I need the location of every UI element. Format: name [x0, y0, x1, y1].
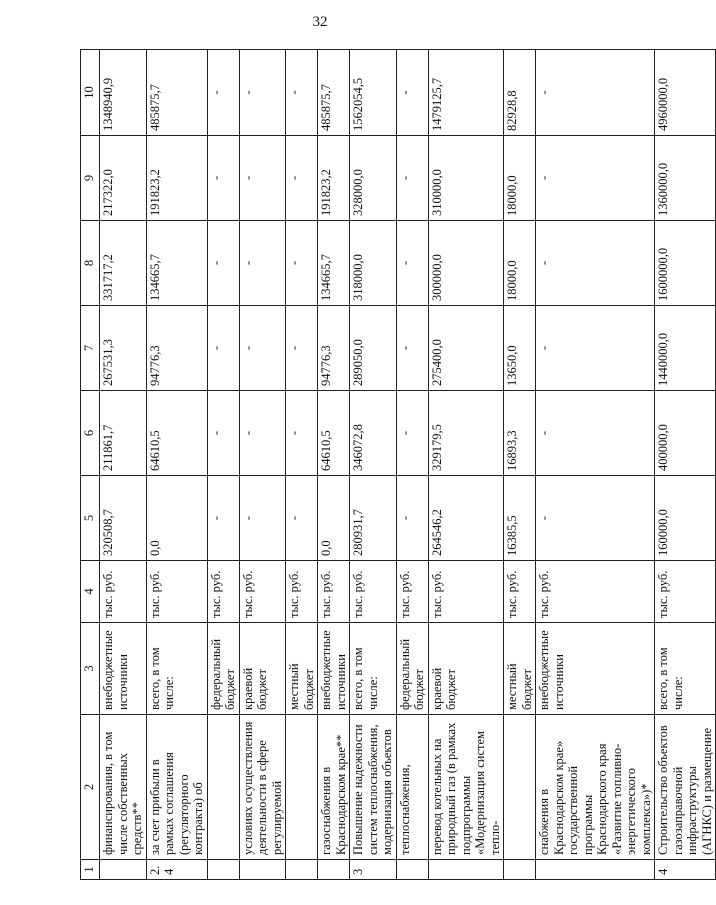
header-row: [81, 50, 100, 880]
description-cell: Строительство объектов газозаправочной инфраструктуры (АГНКС) и размещение: [655, 715, 716, 860]
value-cell: -: [396, 136, 428, 221]
row-number-cell: 2.4: [146, 860, 207, 880]
value-cell: -: [207, 306, 239, 391]
header-cell: 7: [81, 306, 100, 391]
value-cell: 485875,7: [318, 50, 350, 136]
value-cell: 264546,2: [428, 476, 504, 561]
value-cell: 16385,5: [504, 476, 536, 561]
value-cell: 211861,7: [100, 391, 147, 476]
description-cell: [286, 715, 318, 860]
row-number-cell: [239, 860, 286, 880]
row-number-cell: [100, 860, 147, 880]
source-cell: внебюджетные источники: [536, 623, 655, 715]
description-cell: Повышение надежности систем теплоснабжения, модернизация объектов: [350, 715, 397, 860]
value-cell: -: [286, 50, 318, 136]
source-cell: всего, в том числе:: [655, 623, 716, 715]
row-number-cell: [428, 860, 504, 880]
description-cell: [504, 715, 536, 860]
value-cell: 0,0: [318, 476, 350, 561]
value-cell: -: [239, 136, 286, 221]
value-cell: -: [207, 136, 239, 221]
source-cell: краевой бюджет: [428, 623, 504, 715]
source-cell: краевой бюджет: [239, 623, 286, 715]
value-cell: -: [536, 221, 655, 306]
value-cell: -: [286, 221, 318, 306]
value-cell: 318000,0: [350, 221, 397, 306]
value-cell: 18000,0: [504, 136, 536, 221]
table-row: [239, 50, 286, 880]
unit-cell: тыс. руб.: [100, 561, 147, 623]
value-cell: 64610,5: [318, 391, 350, 476]
unit-cell: тыс. руб.: [655, 561, 716, 623]
table-row: [207, 50, 239, 880]
value-cell: -: [396, 50, 428, 136]
value-cell: 1348940,9: [100, 50, 147, 136]
row-number-cell: [207, 860, 239, 880]
header-cell: 9: [81, 136, 100, 221]
value-cell: -: [286, 476, 318, 561]
value-cell: 82928,8: [504, 50, 536, 136]
value-cell: 64610,5: [146, 391, 207, 476]
header-cell: 6: [81, 391, 100, 476]
value-cell: 13650,0: [504, 306, 536, 391]
unit-cell: тыс. руб.: [350, 561, 397, 623]
value-cell: 4960000,0: [655, 50, 716, 136]
table-row: [350, 50, 397, 880]
value-cell: 160000,0: [655, 476, 716, 561]
unit-cell: тыс. руб.: [396, 561, 428, 623]
unit-cell: тыс. руб.: [146, 561, 207, 623]
header-cell: 3: [81, 623, 100, 715]
row-number-cell: [318, 860, 350, 880]
row-number-cell: [504, 860, 536, 880]
value-cell: -: [239, 50, 286, 136]
value-cell: 310000,0: [428, 136, 504, 221]
value-cell: -: [207, 50, 239, 136]
value-cell: -: [239, 476, 286, 561]
value-cell: 1440000,0: [655, 306, 716, 391]
value-cell: 331717,2: [100, 221, 147, 306]
value-cell: 94776,3: [318, 306, 350, 391]
table-row: [396, 50, 428, 880]
source-cell: внебюджетные источники: [100, 623, 147, 715]
table-row: [428, 50, 504, 880]
value-cell: 134665,7: [318, 221, 350, 306]
row-number-cell: 4: [655, 860, 716, 880]
table-row: [536, 50, 655, 880]
table-row: [286, 50, 318, 880]
source-cell: местный бюджет: [504, 623, 536, 715]
table-row: [100, 50, 147, 880]
header-cell: 8: [81, 221, 100, 306]
page-number: 32: [312, 14, 328, 30]
value-cell: -: [207, 391, 239, 476]
value-cell: 400000,0: [655, 391, 716, 476]
table-row: [146, 50, 207, 880]
value-cell: -: [396, 476, 428, 561]
value-cell: 191823,2: [318, 136, 350, 221]
table-row: [504, 50, 536, 880]
value-cell: -: [396, 306, 428, 391]
value-cell: -: [536, 391, 655, 476]
value-cell: -: [239, 391, 286, 476]
value-cell: 300000,0: [428, 221, 504, 306]
value-cell: 275400,0: [428, 306, 504, 391]
value-cell: -: [536, 50, 655, 136]
value-cell: 328000,0: [350, 136, 397, 221]
value-cell: 1562054,5: [350, 50, 397, 136]
table-row: [318, 50, 350, 880]
value-cell: 320508,7: [100, 476, 147, 561]
value-cell: 191823,2: [146, 136, 207, 221]
description-cell: перевод котельных на природный газ (в рамках подпрограммы «Модернизация систем тепло-: [428, 715, 504, 860]
value-cell: 289050,0: [350, 306, 397, 391]
value-cell: -: [396, 221, 428, 306]
value-cell: 346072,8: [350, 391, 397, 476]
source-cell: местный бюджет: [286, 623, 318, 715]
description-cell: финансирования, в том числе собственных средств**: [100, 715, 147, 860]
description-cell: за счет прибыли в рамках соглашения (регуляторного контракта) об: [146, 715, 207, 860]
unit-cell: тыс. руб.: [428, 561, 504, 623]
value-cell: 94776,3: [146, 306, 207, 391]
table-row: [655, 50, 716, 880]
value-cell: -: [207, 476, 239, 561]
unit-cell: тыс. руб.: [504, 561, 536, 623]
value-cell: -: [286, 306, 318, 391]
value-cell: -: [239, 306, 286, 391]
description-cell: [207, 715, 239, 860]
value-cell: 134665,7: [146, 221, 207, 306]
value-cell: -: [207, 221, 239, 306]
value-cell: 1600000,0: [655, 221, 716, 306]
unit-cell: тыс. руб.: [318, 561, 350, 623]
value-cell: 18000,0: [504, 221, 536, 306]
value-cell: 280931,7: [350, 476, 397, 561]
value-cell: 217322,0: [100, 136, 147, 221]
budget-table: [80, 49, 716, 880]
description-cell: газоснабжения в Краснодарском крае**: [318, 715, 350, 860]
rotated-table-wrapper: [80, 50, 714, 880]
description-cell: снабжения в Краснодарском крае» государственной программы Краснодарского края «Развитие топливно-энергетического комплекса»)*: [536, 715, 655, 860]
value-cell: -: [286, 136, 318, 221]
value-cell: 485875,7: [146, 50, 207, 136]
value-cell: -: [286, 391, 318, 476]
value-cell: 329179,5: [428, 391, 504, 476]
description-cell: теплоснабжения,: [396, 715, 428, 860]
description-cell: условиях осуществления деятельности в сфере регулируемой: [239, 715, 286, 860]
value-cell: 1360000,0: [655, 136, 716, 221]
source-cell: федеральный бюджет: [396, 623, 428, 715]
source-cell: внебюджетные источники: [318, 623, 350, 715]
value-cell: 0,0: [146, 476, 207, 561]
value-cell: 267531,3: [100, 306, 147, 391]
unit-cell: тыс. руб.: [239, 561, 286, 623]
source-cell: всего, в том числе:: [146, 623, 207, 715]
value-cell: -: [536, 136, 655, 221]
value-cell: 1479125,7: [428, 50, 504, 136]
header-cell: 4: [81, 561, 100, 623]
value-cell: 16893,3: [504, 391, 536, 476]
row-number-cell: [396, 860, 428, 880]
source-cell: всего, в том числе:: [350, 623, 397, 715]
value-cell: -: [396, 391, 428, 476]
header-cell: 1: [81, 860, 100, 880]
unit-cell: тыс. руб.: [536, 561, 655, 623]
value-cell: -: [536, 306, 655, 391]
value-cell: -: [239, 221, 286, 306]
source-cell: федеральный бюджет: [207, 623, 239, 715]
value-cell: -: [536, 476, 655, 561]
header-cell: 2: [81, 715, 100, 860]
unit-cell: тыс. руб.: [286, 561, 318, 623]
unit-cell: тыс. руб.: [207, 561, 239, 623]
row-number-cell: [536, 860, 655, 880]
header-cell: 10: [81, 50, 100, 136]
row-number-cell: [286, 860, 318, 880]
header-cell: 5: [81, 476, 100, 561]
row-number-cell: 3: [350, 860, 397, 880]
